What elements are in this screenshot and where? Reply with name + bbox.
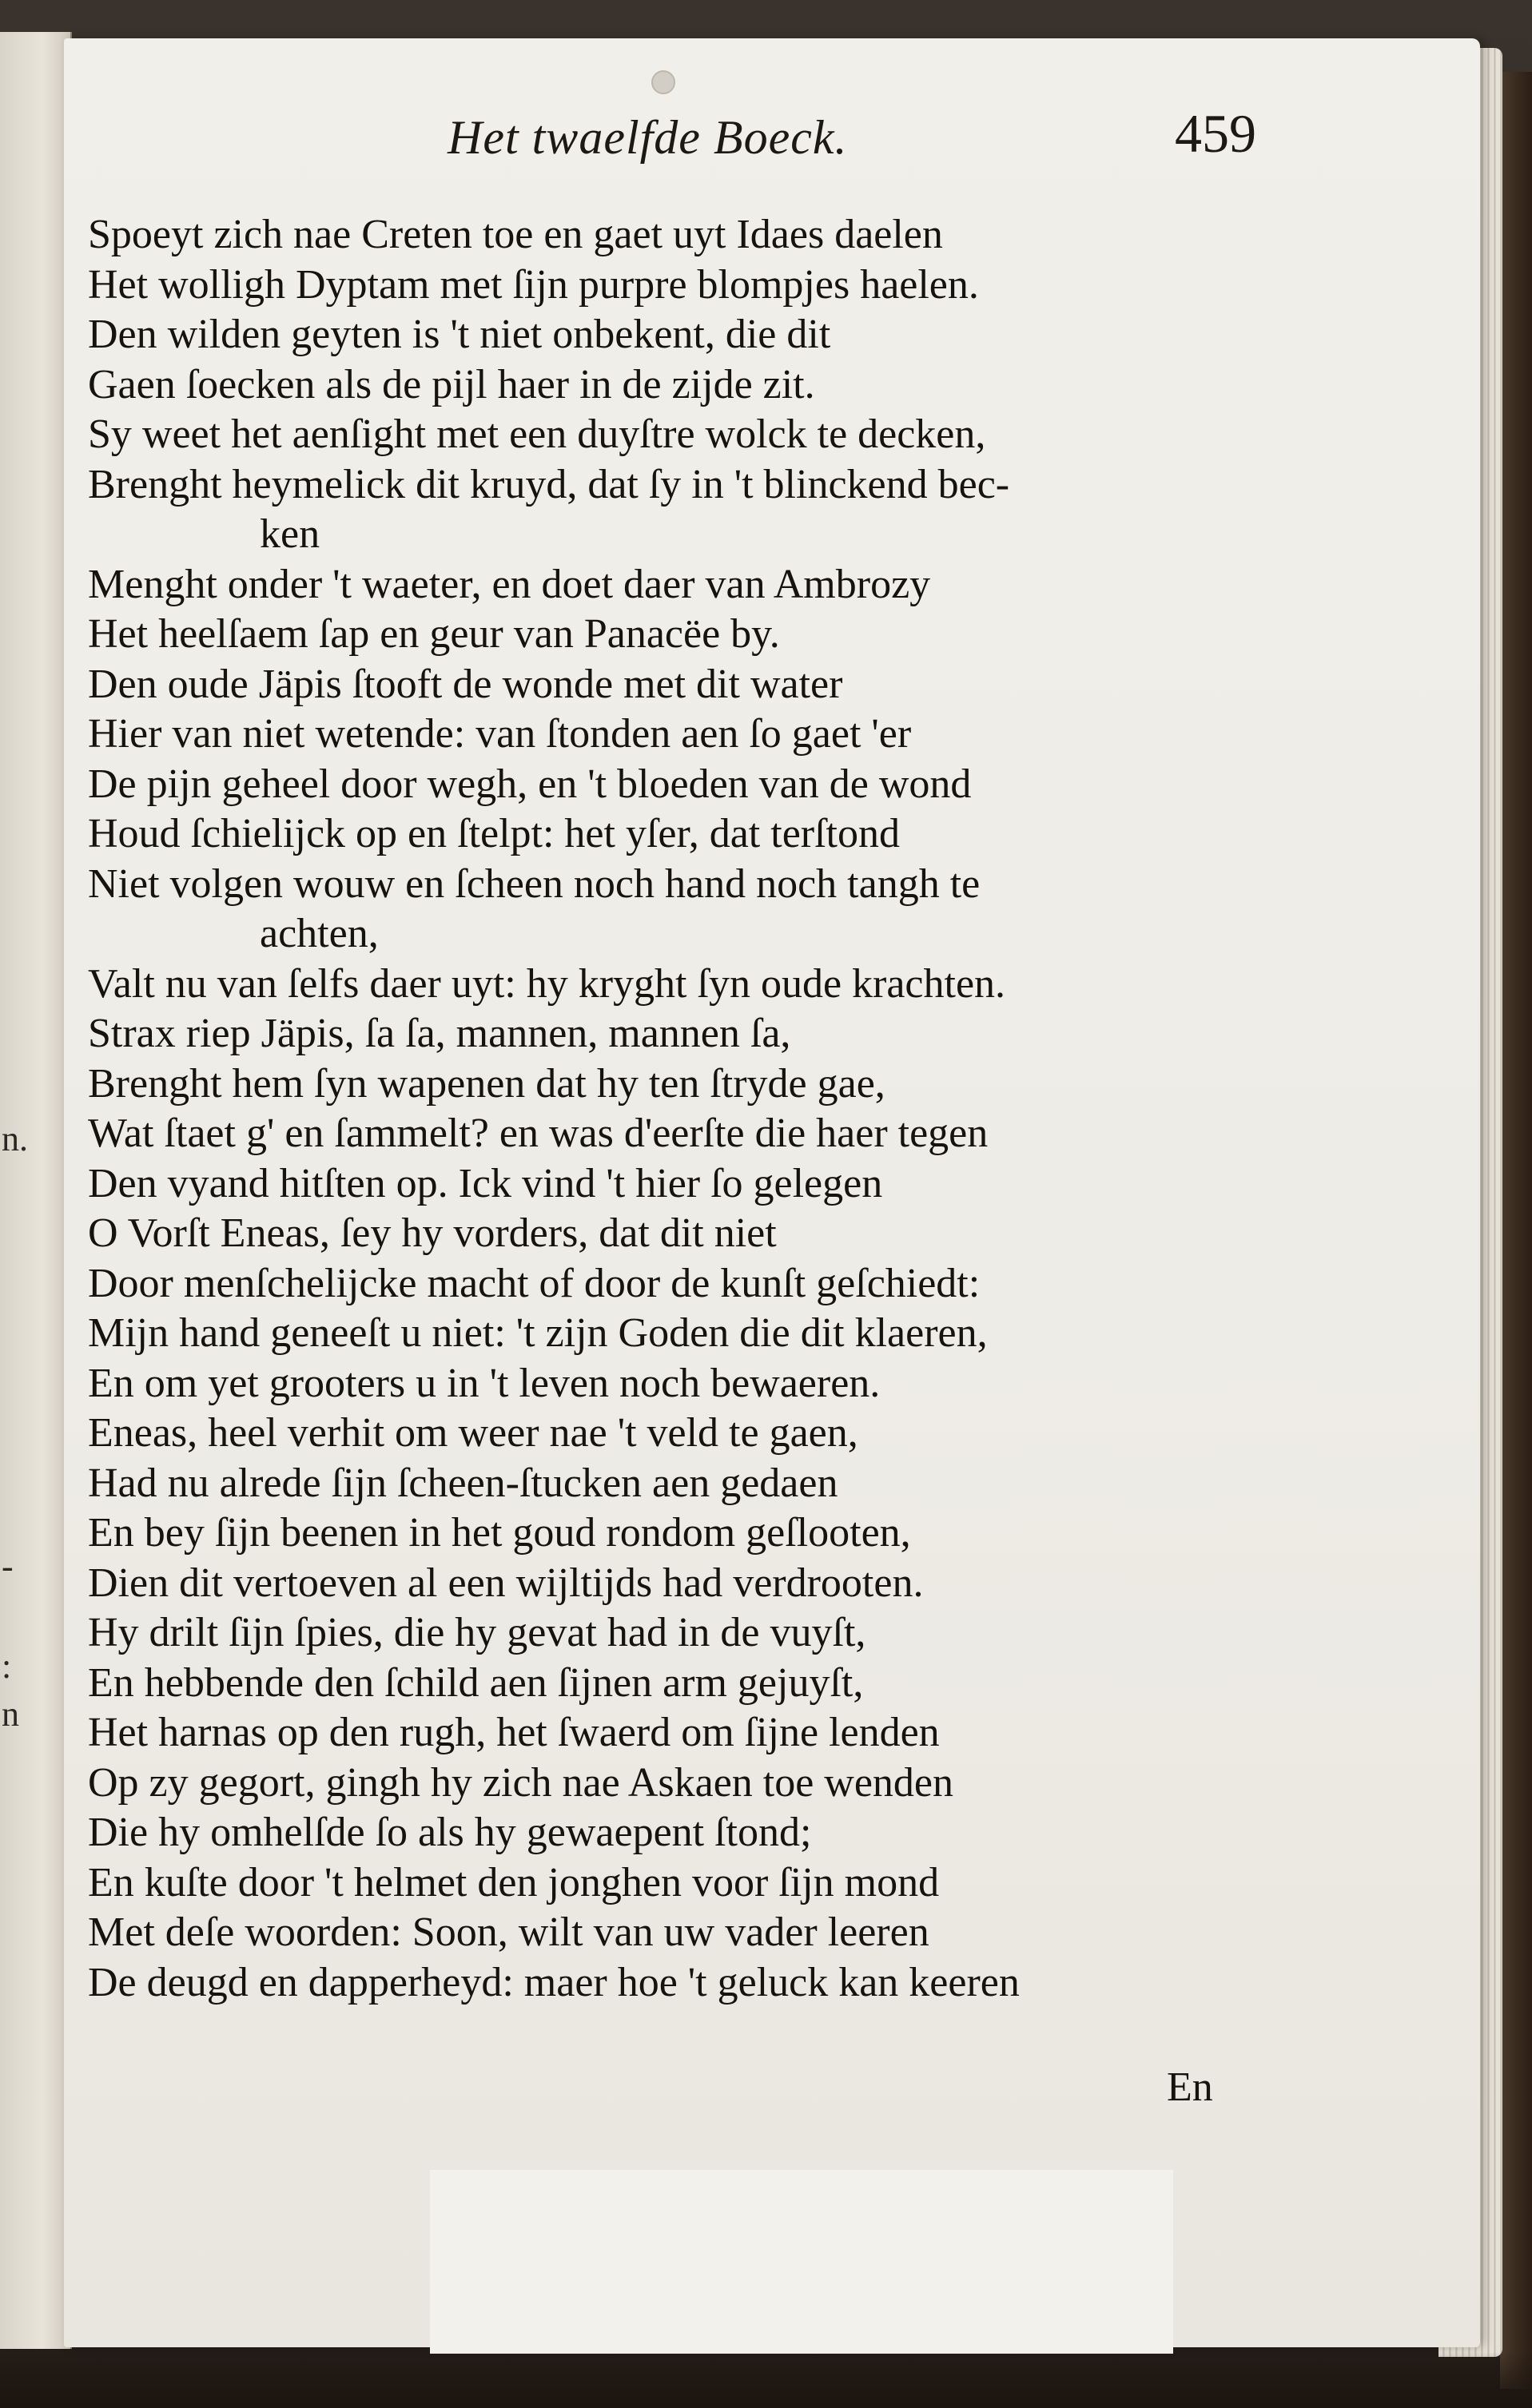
page-number: 459 xyxy=(1175,103,1256,164)
facing-page-fragment: - xyxy=(2,1547,14,1586)
facing-page-fragment: n. xyxy=(2,1119,28,1158)
verse-line: Den wilden geyten is 't niet onbekent, die dit xyxy=(88,312,831,357)
verse-line: Brenght heymelick dit kruyd, dat ſy in 't blinckend bec- xyxy=(88,461,1010,507)
blank-paper-patch xyxy=(430,2170,1173,2354)
verse-line: Strax riep Jäpis, ſa ſa, mannen, mannen ſa, xyxy=(88,1011,791,1056)
verse-line-continuation: ken xyxy=(260,511,320,557)
verse-line: De deugd en dapperheyd: maer hoe 't geluck kan keeren xyxy=(88,1959,1020,2005)
verse-line: Het wolligh Dyptam met ſijn purpre blompjes haelen. xyxy=(88,261,979,308)
book-page xyxy=(64,38,1480,2347)
facing-page-fragment: n xyxy=(2,1695,19,1734)
verse-line: Valt nu van ſelfs daer uyt: hy kryght ſyn oude krachten. xyxy=(88,960,1006,1007)
verse-line: Mijn hand geneeſt u niet: 't zijn Goden die dit klaeren, xyxy=(88,1310,988,1356)
verse-line: Hier van niet wetende: van ſtonden aen ſo gaet 'er xyxy=(88,711,912,757)
verse-line: Niet volgen wouw en ſcheen noch hand noch tangh te xyxy=(88,860,981,907)
verse-line: En om yet grooters u in 't leven noch bewaeren. xyxy=(88,1360,881,1406)
verse-line: Het harnas op den rugh, het ſwaerd om ſijne lenden xyxy=(88,1710,940,1755)
verse-line: Op zy gegort, gingh hy zich nae Askaen toe wenden xyxy=(88,1759,954,1806)
running-head: Het twaelfde Boeck. xyxy=(448,111,848,164)
verse-line: Had nu alrede ſijn ſcheen-ſtucken aen gedaen xyxy=(88,1460,838,1506)
paper-hole xyxy=(651,70,675,94)
verse-line: Met deſe woorden: Soon, wilt van uw vader leeren xyxy=(88,1909,929,1955)
verse-line: O Vorſt Eneas, ſey hy vorders, dat dit niet xyxy=(88,1210,777,1256)
verse-line: Brenght hem ſyn wapenen dat hy ten ſtryde gae, xyxy=(88,1060,885,1107)
book-cover-edge xyxy=(1500,72,1532,2389)
verse-text xyxy=(88,210,1446,2008)
verse-line: Spoeyt zich nae Creten toe en gaet uyt Idaes daelen xyxy=(88,212,943,257)
verse-line: Hy drilt ſijn ſpies, die hy gevat had in de vuyſt, xyxy=(88,1610,866,1655)
verse-line: En bey ſijn beenen in het goud rondom geſlooten, xyxy=(88,1510,911,1556)
facing-page-edge xyxy=(0,32,72,2349)
verse-line-continuation: achten, xyxy=(260,911,379,956)
verse-line: Wat ſtaet g' en ſammelt? en was d'eerſte die haer tegen xyxy=(88,1111,989,1156)
verse-line: En kuſte door 't helmet den jonghen voor ſijn mond xyxy=(88,1859,940,1905)
verse-line: Den oude Jäpis ſtooft de wonde met dit water xyxy=(88,661,843,707)
bottom-shadow xyxy=(0,2352,1532,2408)
catchword: En xyxy=(1167,2064,1213,2110)
verse-line: De pijn geheel door wegh, en 't bloeden van de wond xyxy=(88,761,972,807)
verse-line: Eneas, heel verhit om weer nae 't veld te gaen, xyxy=(88,1410,858,1456)
verse-line: Die hy omhelſde ſo als hy gewaepent ſtond; xyxy=(88,1810,812,1855)
verse-line: Menght onder 't waeter, en doet daer van Ambrozy xyxy=(88,561,931,607)
verse-line: Houd ſchielijck op en ſtelpt: het yſer, dat terſtond xyxy=(88,811,900,856)
verse-line: En hebbende den ſchild aen ſijnen arm gejuyſt, xyxy=(88,1659,864,1706)
verse-line: Gaen ſoecken als de pijl haer in de zijde zit. xyxy=(88,361,815,407)
facing-page-fragment: : xyxy=(2,1647,12,1686)
verse-line: Het heelſaem ſap en geur van Panacëe by. xyxy=(88,611,780,657)
verse-line: Sy weet het aenſight met een duyſtre wolck te decken, xyxy=(88,411,986,457)
verse-line: Door menſchelijcke macht of door de kunſt geſchiedt: xyxy=(88,1260,981,1306)
verse-line: Den vyand hitſten op. Ick vind 't hier ſo gelegen xyxy=(88,1160,883,1206)
verse-line: Dien dit vertoeven al een wijltijds had verdrooten. xyxy=(88,1560,924,1606)
